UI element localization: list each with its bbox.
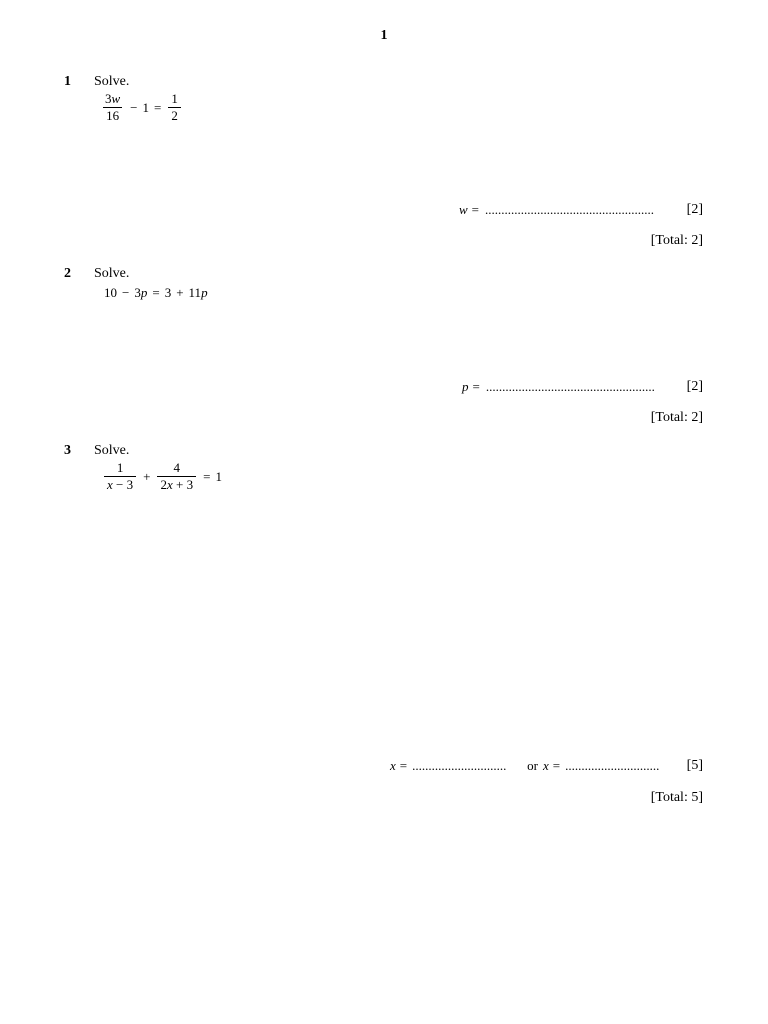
question-1-answer-line xyxy=(459,202,667,218)
q2-term-c: 3 xyxy=(164,285,172,300)
question-2-answer-line xyxy=(462,379,666,395)
q3-fraction-1-denominator: x − 3 xyxy=(104,476,136,492)
question-3-number: 3 xyxy=(64,443,71,458)
q2-equals-sign: = xyxy=(152,285,160,300)
q3-rhs: 1 xyxy=(215,468,222,484)
q3-fraction-2-denominator: 2x + 3 xyxy=(157,476,196,492)
q3-fraction-1-numerator: 1 xyxy=(116,460,124,475)
question-1-total: [Total: 2] xyxy=(650,233,703,248)
q1-answer-equals: = xyxy=(471,202,480,217)
question-1-instruction: Solve. xyxy=(94,74,130,89)
question-2-marks: [2] xyxy=(686,379,703,394)
q1-minus-sign: − xyxy=(130,99,138,115)
q1-fraction-numerator: 3w xyxy=(105,91,121,106)
q1-constant: 1 xyxy=(142,99,150,115)
q1-rhs-numerator: 1 xyxy=(171,91,178,106)
question-2-total: [Total: 2] xyxy=(650,410,703,425)
q2-answer-equals: = xyxy=(472,379,480,394)
page-number: 1 xyxy=(380,28,388,43)
q3-fraction-2 xyxy=(157,461,196,492)
q2-answer-field[interactable]: .................................................... xyxy=(485,379,655,394)
q1-answer-field[interactable]: .................................................... xyxy=(485,202,655,217)
q2-minus-sign: − xyxy=(122,285,130,300)
q1-equals-sign: = xyxy=(154,99,162,115)
q2-coef-b: 3 xyxy=(134,285,141,300)
q3-fraction-1 xyxy=(104,461,136,492)
q2-var-b: p xyxy=(140,285,148,300)
q2-answer-variable: p xyxy=(462,379,469,394)
q3-equals-sign: = xyxy=(203,468,211,484)
q3-answer-or: or xyxy=(527,758,538,773)
q3-answer-equals-2: = xyxy=(552,758,561,773)
q2-term-a: 10 xyxy=(104,285,117,300)
q3-answer-field-2[interactable]: ............................. xyxy=(565,758,660,773)
q1-fraction-rhs xyxy=(168,92,181,123)
q3-answer-variable-2: x xyxy=(542,758,549,773)
q1-rhs-denominator: 2 xyxy=(168,107,181,123)
question-1-marks: [2] xyxy=(686,202,703,217)
question-2-instruction: Solve. xyxy=(94,266,130,281)
q1-answer-variable: w xyxy=(459,202,468,217)
q3-answer-variable-1: x xyxy=(390,758,396,773)
question-2-number: 2 xyxy=(64,266,71,281)
q3-answer-field-1[interactable]: ............................. xyxy=(412,758,507,773)
q2-var-d: p xyxy=(201,285,208,300)
q1-fraction-lhs xyxy=(102,92,123,123)
question-3-total: [Total: 5] xyxy=(650,790,703,805)
q2-plus-sign: + xyxy=(176,285,184,300)
q2-coef-d: 11 xyxy=(188,285,202,300)
question-3-equation xyxy=(102,461,222,492)
question-2-equation xyxy=(104,285,208,301)
question-1-number: 1 xyxy=(64,74,71,89)
q3-answer-equals-1: = xyxy=(399,758,408,773)
q3-plus-sign: + xyxy=(143,468,151,484)
question-1-equation xyxy=(100,92,183,123)
question-3-answer-line xyxy=(390,758,673,774)
question-3-instruction: Solve. xyxy=(94,443,130,458)
q1-fraction-denominator: 16 xyxy=(103,107,122,123)
q3-fraction-2-numerator: 4 xyxy=(173,460,181,475)
question-3-marks: [5] xyxy=(686,758,703,773)
